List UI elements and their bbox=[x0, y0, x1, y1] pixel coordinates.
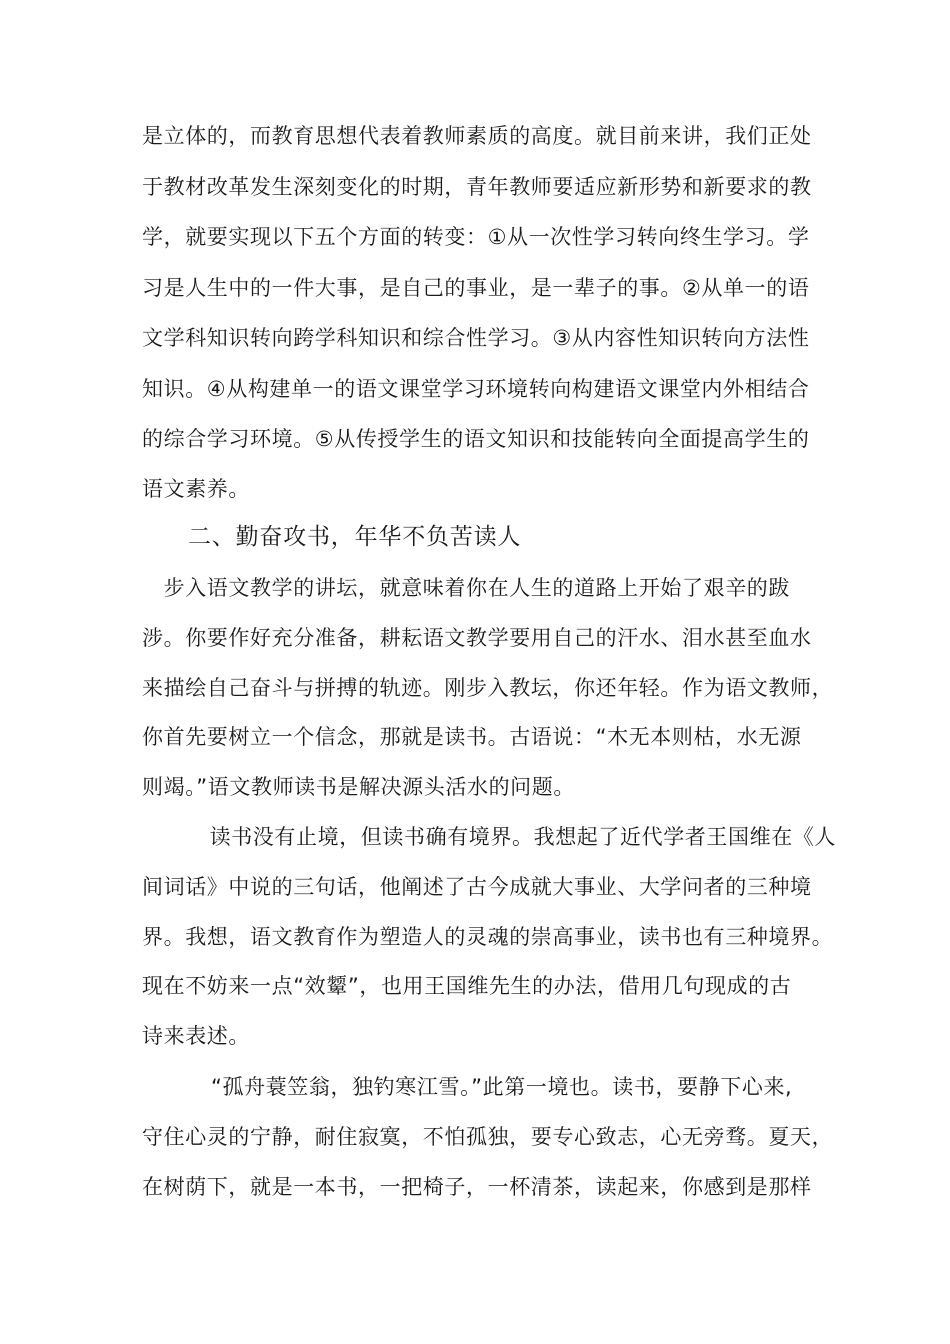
paragraph-3-line-2: 间词话》中说的三句话，他阐述了古今成就大事业、大学问者的三种境 bbox=[142, 875, 812, 899]
paragraph-1-line-3: 学，就要实现以下五个方面的转变：①从一次性学习转向终生学习。学 bbox=[142, 225, 810, 249]
paragraph-1-line-8: 语文素养。 bbox=[142, 477, 250, 501]
paragraph-3-line-4: 现在不妨来一点“效颦”，也用王国维先生的办法，借用几句现成的古 bbox=[142, 974, 792, 998]
paragraph-1-line-2: 于教材改革发生深刻变化的时期，青年教师要适应新形势和新要求的教 bbox=[142, 175, 812, 199]
paragraph-3-line-1: 读书没有止境，但读书确有境界。我想起了近代学者王国维在《人 bbox=[188, 825, 836, 849]
section-heading: 二、勤奋攻书，年华不负苦读人 bbox=[188, 524, 522, 550]
paragraph-4-line-1: “孤舟蓑笠翁，独钓寒江雪。”此第一境也。读书，要静下心来, bbox=[211, 1075, 793, 1099]
paragraph-1-line-4: 习是人生中的一件大事，是自己的事业，是一辈子的事。②从单一的语 bbox=[142, 276, 810, 300]
paragraph-2-line-4: 你首先要树立一个信念，那就是读书。古语说：“木无本则枯，水无源 bbox=[142, 725, 802, 749]
paragraph-2-line-5: 则竭。”语文教师读书是解决源头活水的问题。 bbox=[142, 775, 575, 799]
paragraph-2-line-3: 来描绘自己奋斗与拼搏的轨迹。刚步入教坛，你还年轻。作为语文教师， bbox=[142, 676, 834, 700]
paragraph-2-line-2: 涉。你要作好充分准备，耕耘语文教学要用自己的汗水、泪水甚至血水 bbox=[142, 626, 812, 650]
paragraph-3-line-5: 诗来表述。 bbox=[142, 1024, 250, 1048]
paragraph-4-line-3: 在树荫下，就是一本书，一把椅子，一杯清茶，读起来，你感到是那样 bbox=[142, 1175, 812, 1199]
paragraph-1-line-1: 是立体的，而教育思想代表着教师素质的高度。就目前来讲，我们正处 bbox=[142, 124, 812, 148]
paragraph-1-line-6: 知识。④从构建单一的语文课堂学习环境转向构建语文课堂内外相结合 bbox=[142, 377, 810, 401]
paragraph-3-line-3: 界。我想，语文教育作为塑造人的灵魂的崇高事业，读书也有三种境界。 bbox=[142, 925, 834, 949]
paragraph-2-line-1: 步入语文教学的讲坛，就意味着你在人生的道路上开始了艰辛的跋 bbox=[142, 576, 790, 600]
paragraph-1-line-7: 的综合学习环境。⑤从传授学生的语文知识和技能转向全面提高学生的 bbox=[142, 427, 810, 451]
paragraph-1-line-5: 文学科知识转向跨学科知识和综合性学习。③从内容性知识转向方法性 bbox=[142, 326, 810, 350]
paragraph-4-line-2: 守住心灵的宁静，耐住寂寞，不怕孤独，要专心致志，心无旁骛。夏天， bbox=[142, 1125, 834, 1149]
